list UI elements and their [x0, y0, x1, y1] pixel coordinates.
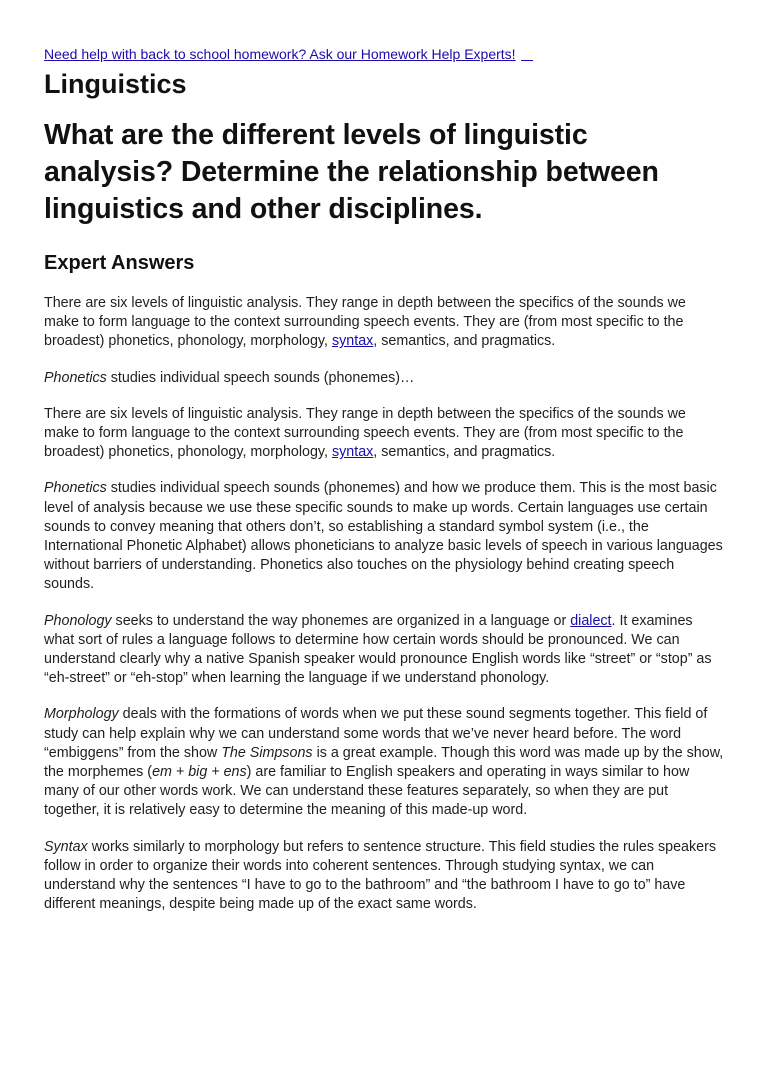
answer-text: deals with the formations of words when we put these sound segments together. This field of study can help explain why we can understand some words that we’ve never heard before. The word “embiggens” from the show [44, 706, 708, 761]
syntax-link[interactable]: syntax [331, 333, 374, 350]
term-phonetics: Phonetics [44, 480, 107, 497]
answer-text: There are six levels of linguistic analysis. They range in depth between the specifics of the sounds we make to form language to the context surrounding speech events. They are (from most specific to the broadest) phonetics, phonology, morphology, [44, 295, 686, 350]
answer-text: , semantics, and pragmatics. [373, 333, 556, 350]
term-phonology: Phonology [44, 612, 112, 629]
morpheme-list: em + big + ens [152, 764, 247, 781]
term-phonetics: Phonetics [44, 369, 107, 386]
answer-text: studies individual speech sounds (phonemes) and how we produce them. This is the most basic level of analysis because we use these specific sounds to make up words. Certain languages use certain sounds to convey meaning that others don’t, so establishing a standard symbol system (i.e., the International Phonetic Alphabet) allows phoneticians to analyze basic levels of speech in various languages without barriers of understanding. Phonetics also touches on the physiology behind creating speech sounds. [44, 480, 723, 593]
subject-title: Linguistics [44, 69, 187, 99]
question-title: What are the different levels of linguistic analysis? Determine the relationship between linguistics and other disciplines. [44, 119, 659, 225]
answer-text: works similarly to morphology but refers to sentence structure. This field studies the rules speakers follow in order to organize their words into coherent sentences. Through studying syntax, we can understand why the sentences “I have to go to the bathroom” and “the bathroom I have to go to” have different meanings, despite being made up of the exact same words. [44, 838, 716, 913]
syntax-link[interactable]: syntax [331, 444, 374, 461]
answer-text: is a great example. Though this word was made up by the show, the morphemes ( [44, 744, 724, 781]
show-title: The Simpsons [221, 744, 313, 761]
dialect-link[interactable]: dialect [570, 612, 612, 629]
answer-paragraph-phonetics [44, 479, 724, 594]
homework-help-link[interactable]: Need help with back to school homework? Ask our Homework Help Experts! [44, 46, 516, 62]
answer-preview-paragraph-1 [44, 294, 724, 352]
answer-preview-paragraph-2 [44, 369, 724, 388]
answer-text: There are six levels of linguistic analysis. They range in depth between the specifics of the sounds we make to form language to the context surrounding speech events. They are (from most specific to the broadest) phonetics, phonology, morphology, [44, 405, 686, 461]
answer-text: ) are familiar to English speakers and operating in ways similar to how many of our other words work. We can understand these features separately, so when they are put together, it is relatively easy to determine the meaning of this made-up word. [44, 764, 690, 819]
answer-text: seeks to understand the way phonemes are organized in a language or [111, 612, 571, 629]
expert-answers-heading: Expert Answers [44, 252, 195, 274]
answer-text: , semantics, and pragmatics. [373, 444, 556, 461]
answer-text: studies individual speech sounds (phonemes)… [106, 369, 415, 386]
answer-text: . It examines what sort of rules a language follows to determine how certain words should be pronounced. We can understand clearly why a native Spanish speaker would pronounce English words like “street” or “stop” as “eh-street” or “eh-stop” when learning the language if we understand phonology. [44, 612, 712, 687]
article-page [0, 45, 768, 914]
answer-paragraph-syntax [44, 838, 724, 915]
term-syntax: Syntax [44, 838, 88, 855]
external-link-icon[interactable] [521, 52, 533, 61]
answer-paragraph-morphology [44, 705, 724, 820]
answer-paragraph-phonology [44, 612, 724, 689]
term-morphology: Morphology [44, 706, 119, 723]
homework-help-banner[interactable] [44, 45, 724, 63]
answer-paragraph-1 [44, 405, 724, 463]
